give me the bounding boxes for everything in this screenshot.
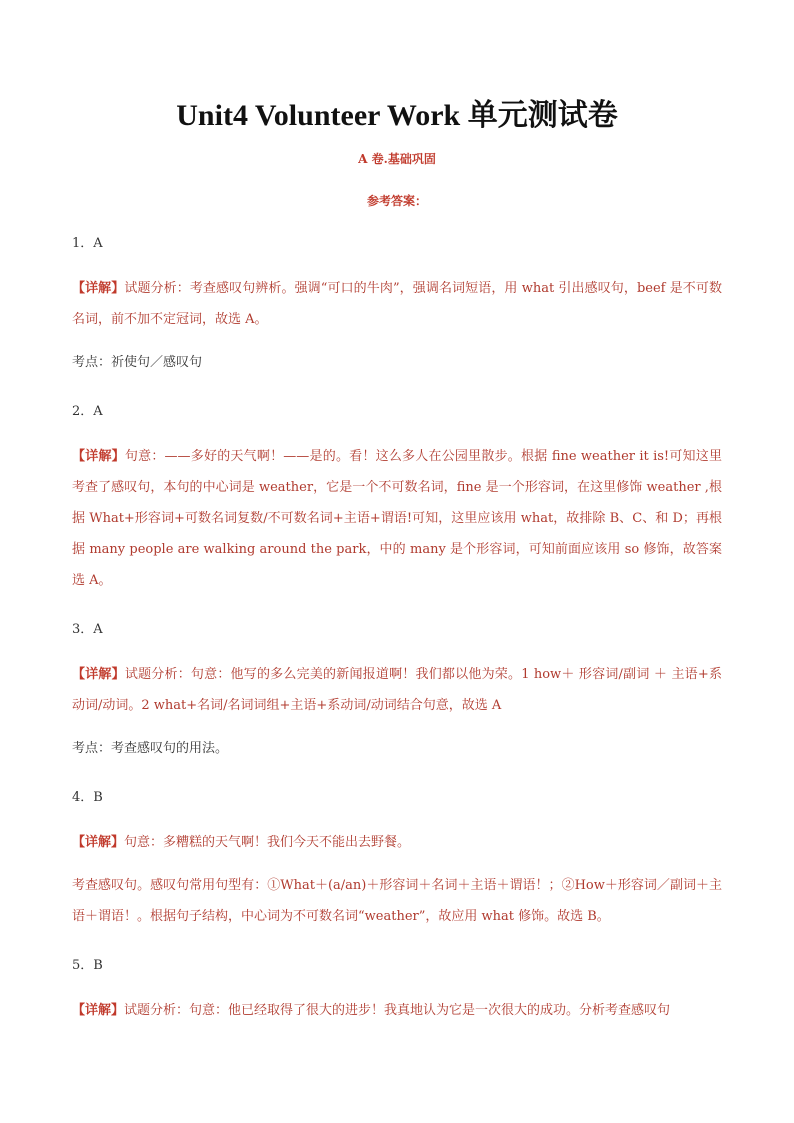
answer-detail	[72, 659, 722, 721]
detail-tag: 【详解】	[72, 1003, 125, 1018]
detail-tag: 【详解】	[72, 281, 125, 296]
document-title: Unit4 Volunteer Work 单元测试卷	[176, 99, 618, 132]
detail-tag: 【详解】	[72, 667, 125, 682]
answer-number: 2．A	[72, 404, 103, 419]
answer-detail	[72, 273, 722, 335]
answer-number: 3．A	[72, 622, 103, 637]
detail-tag: 【详解】	[72, 835, 125, 850]
answers-heading: 参考答案：	[366, 194, 427, 208]
answer-detail	[72, 441, 722, 596]
section-subtitle: A 卷.基础巩固	[358, 152, 436, 166]
answer-number: 5．B	[72, 958, 103, 973]
answer-detail	[72, 827, 722, 858]
detail-tag: 【详解】	[72, 449, 125, 464]
answer-number: 1．A	[72, 236, 103, 251]
detail-text: 试题分析：考查感叹句辨析。强调“可口的牛肉”，强调名词短语，用 what 引出感叹句，beef 是不可数名词，前不加不定冠词，故选 A。	[72, 281, 722, 327]
answer-detail	[72, 995, 722, 1026]
detail-text: 试题分析：句意：他写的多么完美的新闻报道啊！我们都以他为荣。1 how＋ 形容词/副词 ＋ 主语+系动词/动词。2 what+名词/名词词组+主语+系动词/动词结合句意，故选 A	[72, 667, 722, 713]
answer-note: 考点：祈使句／感叹句	[72, 355, 203, 370]
detail-text: 句意：多糟糕的天气啊！我们今天不能出去野餐。	[124, 835, 411, 850]
detail-text: 句意：——多好的天气啊！——是的。看！这么多人在公园里散步。根据 fine weather it is!可知这里考查了感叹句，本句的中心词是 weather，它是一个不可数名词，fine 是一个形容词，在这里修饰 weather ,根据 What+形容词+可数名词复数/不可数名词+主语+谓语!可知，这里应该用 what，故排除 B、C、和 D；再根据 many people are walking around the park，中的 many 是个形容词，可知前面应该用 so 修饰，故答案选 A。	[72, 449, 722, 588]
detail-text: 试题分析：句意：他已经取得了很大的进步！我真地认为它是一次很大的成功。分析考查感叹句	[124, 1003, 671, 1018]
answer-note: 考查感叹句。感叹句常用句型有：①What＋(a/an)＋形容词＋名词＋主语＋谓语！；②How＋形容词／副词＋主语＋谓语！。根据句子结构，中心词为不可数名词“weather”，故应用 what 修饰。故选 B。	[72, 878, 722, 924]
answer-number: 4．B	[72, 790, 103, 805]
answer-note: 考点：考查感叹句的用法。	[72, 741, 229, 756]
